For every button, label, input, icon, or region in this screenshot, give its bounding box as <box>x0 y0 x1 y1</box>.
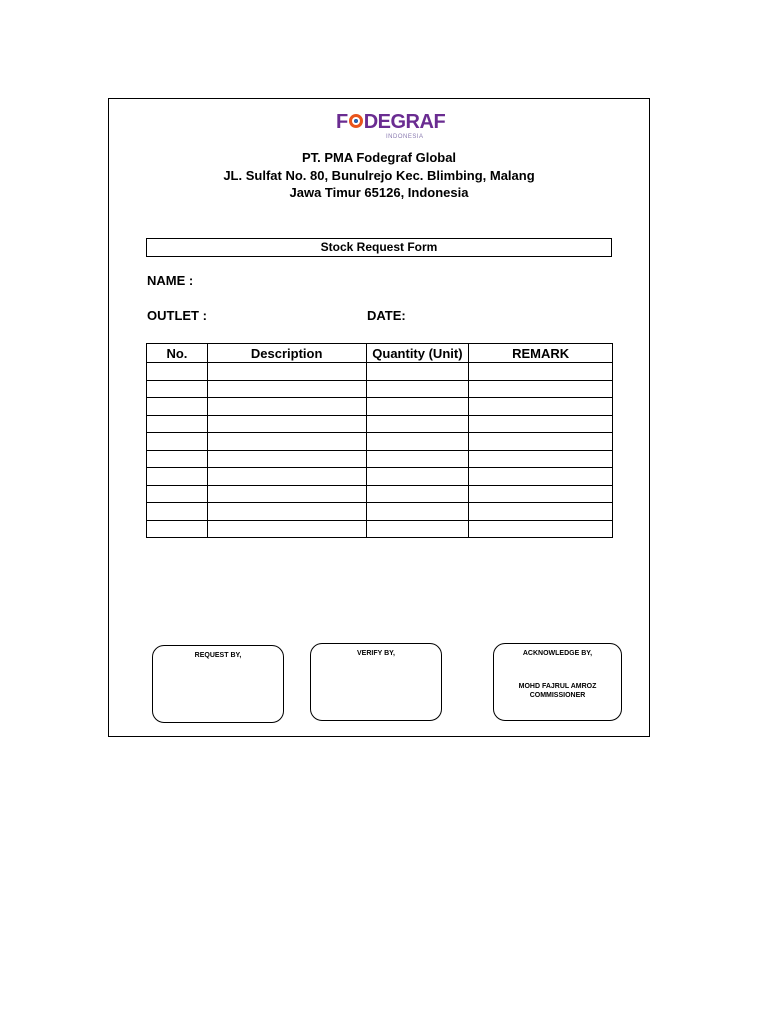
cell-no[interactable] <box>147 415 208 433</box>
cell-no[interactable] <box>147 520 208 538</box>
table-row <box>147 380 613 398</box>
cell-no[interactable] <box>147 433 208 451</box>
table-row <box>147 485 613 503</box>
cell-quantity[interactable] <box>366 398 469 416</box>
logo-wordmark: F DEGRAF <box>336 111 446 133</box>
acknowledge-name: MOHD FAJRUL AMROZ <box>518 683 597 690</box>
cell-description[interactable] <box>207 415 366 433</box>
cell-remark[interactable] <box>469 485 613 503</box>
cell-remark[interactable] <box>469 398 613 416</box>
cell-no[interactable] <box>147 450 208 468</box>
table-row <box>147 415 613 433</box>
cell-no[interactable] <box>147 398 208 416</box>
cell-description[interactable] <box>207 433 366 451</box>
cell-quantity[interactable] <box>366 363 469 381</box>
logo-subtitle: INDONESIA <box>386 134 424 140</box>
cell-no[interactable] <box>147 503 208 521</box>
table-row <box>147 468 613 486</box>
company-logo <box>336 110 446 144</box>
column-header-quantity: Quantity (Unit) <box>366 344 469 363</box>
cell-no[interactable] <box>147 468 208 486</box>
column-header-remark: REMARK <box>469 344 613 363</box>
cell-description[interactable] <box>207 468 366 486</box>
cell-quantity[interactable] <box>366 433 469 451</box>
company-name: PT. PMA Fodegraf Global <box>301 150 457 165</box>
cell-description[interactable] <box>207 363 366 381</box>
cell-no[interactable] <box>147 363 208 381</box>
cell-quantity[interactable] <box>366 485 469 503</box>
date-label: DATE: <box>367 308 406 323</box>
column-header-description: Description <box>207 344 366 363</box>
logo-ring-icon <box>349 114 363 128</box>
cell-quantity[interactable] <box>366 415 469 433</box>
cell-no[interactable] <box>147 380 208 398</box>
cell-description[interactable] <box>207 503 366 521</box>
table-row <box>147 398 613 416</box>
form-title: Stock Request Form <box>146 238 612 257</box>
cell-remark[interactable] <box>469 363 613 381</box>
verify-by-label: VERIFY BY, <box>357 650 395 657</box>
column-header-no: No. <box>147 344 208 363</box>
request-by-label: REQUEST BY, <box>194 652 242 659</box>
stock-items-table <box>146 343 613 538</box>
outlet-label: OUTLET : <box>147 308 207 323</box>
cell-remark[interactable] <box>469 450 613 468</box>
company-address-line2: Jawa Timur 65126, Indonesia <box>289 185 469 200</box>
request-by-box <box>152 645 284 723</box>
table-row <box>147 363 613 381</box>
cell-description[interactable] <box>207 450 366 468</box>
table-row <box>147 520 613 538</box>
name-label: NAME : <box>147 273 194 288</box>
cell-description[interactable] <box>207 485 366 503</box>
cell-quantity[interactable] <box>366 450 469 468</box>
cell-quantity[interactable] <box>366 520 469 538</box>
cell-remark[interactable] <box>469 380 613 398</box>
cell-remark[interactable] <box>469 503 613 521</box>
cell-no[interactable] <box>147 485 208 503</box>
table-header-row <box>147 344 613 363</box>
table-row <box>147 433 613 451</box>
acknowledge-by-label: ACKNOWLEDGE BY, <box>522 650 593 657</box>
acknowledge-title: COMMISSIONER <box>529 692 586 699</box>
cell-description[interactable] <box>207 380 366 398</box>
table-row <box>147 503 613 521</box>
cell-quantity[interactable] <box>366 503 469 521</box>
cell-remark[interactable] <box>469 415 613 433</box>
cell-description[interactable] <box>207 398 366 416</box>
company-address-line1: JL. Sulfat No. 80, Bunulrejo Kec. Blimbing, Malang <box>223 168 535 183</box>
cell-remark[interactable] <box>469 433 613 451</box>
cell-quantity[interactable] <box>366 468 469 486</box>
cell-remark[interactable] <box>469 468 613 486</box>
cell-remark[interactable] <box>469 520 613 538</box>
verify-by-box <box>310 643 442 721</box>
cell-description[interactable] <box>207 520 366 538</box>
cell-quantity[interactable] <box>366 380 469 398</box>
acknowledge-by-box <box>493 643 622 721</box>
table-row <box>147 450 613 468</box>
